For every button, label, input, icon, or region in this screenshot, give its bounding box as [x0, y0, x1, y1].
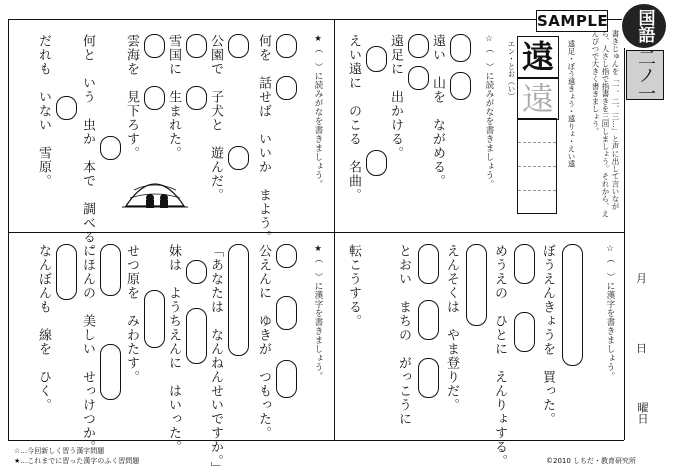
write1-sentence-5: 転こうする。 — [346, 244, 361, 328]
answer-box[interactable] — [514, 312, 535, 352]
answer-box[interactable] — [276, 34, 297, 58]
read2-sentence-5: 何と いう 虫か 本で 調べる。 — [80, 34, 95, 258]
answer-box[interactable] — [450, 72, 471, 100]
writing-grid — [517, 118, 557, 214]
answer-box[interactable] — [186, 308, 207, 364]
instructions-text: 書きじゅんを「一、二、三…」と声に出して言いながら、人さし指で指書きを三回しましょう。それから、えんぴつで大きく書きましょう。 — [591, 30, 620, 218]
answer-box[interactable] — [408, 34, 429, 58]
day-label: 日 — [636, 342, 647, 355]
answer-box[interactable] — [100, 344, 121, 400]
answer-box[interactable] — [466, 244, 487, 326]
answer-box[interactable] — [100, 136, 121, 160]
unit-label: 二ノ一 — [626, 50, 664, 100]
copyright: ©2010 しちだ・教育研究所 — [546, 457, 637, 465]
write2-sentence-5: にほんの 美しい せっけつか。 — [80, 244, 95, 454]
write1-sentence-1: ぼうえんきょうを 買った。 — [540, 244, 555, 426]
answer-box[interactable] — [276, 76, 297, 100]
kanji-reading: エン・とお（い） — [507, 40, 516, 100]
read1-sentence-1: 遠い 山を ながめる。 — [430, 34, 445, 188]
answer-box[interactable] — [276, 244, 297, 268]
middle-divider — [8, 232, 624, 233]
answer-box[interactable] — [144, 86, 165, 110]
write1-sentence-3: えんそくは やま登りだ。 — [444, 244, 459, 412]
answer-box[interactable] — [418, 244, 439, 284]
right-border — [624, 48, 625, 440]
write1-sentence-2: めうえの ひとに えんりょする。 — [492, 244, 507, 468]
weekday-label: 曜日 — [636, 402, 649, 424]
write1-instruction: ☆（ ）に漢字を書きましょう。 — [605, 244, 615, 381]
answer-box[interactable] — [276, 296, 297, 330]
answer-box[interactable] — [228, 34, 249, 58]
answer-box[interactable] — [56, 96, 77, 120]
igloo-illustration — [120, 160, 190, 214]
write2-sentence-4: せつ原を みわたす。 — [124, 244, 139, 384]
write2-instruction: ★（ ）に漢字を書きましょう。 — [313, 244, 323, 381]
read2-sentence-1: 何を 話せば いいか まよう。 — [256, 34, 271, 244]
sample-label: SAMPLE — [537, 12, 609, 30]
answer-box[interactable] — [514, 244, 535, 284]
answer-box[interactable] — [418, 300, 439, 340]
answer-box[interactable] — [186, 86, 207, 110]
kanji-compounds: 遠足・ぼう遠きょう・遠りょ・えい遠 — [567, 40, 576, 168]
answer-box[interactable] — [366, 150, 387, 176]
answer-box[interactable] — [408, 66, 429, 90]
top-border-right — [606, 19, 622, 20]
subject-badge: 国語 — [622, 4, 666, 48]
answer-box[interactable] — [450, 34, 471, 62]
write1-sentence-4: とおい まちの がっこうに — [396, 244, 411, 426]
top-border — [8, 19, 536, 20]
footer-note-review: ★…これまでに習った漢字のふく習問題 — [14, 457, 140, 465]
write2-sentence-3: 妹は ようちえんに はいった。 — [166, 244, 181, 454]
write2-sentence-1: 公えんに ゆきが つもった。 — [256, 244, 271, 440]
read2-sentence-6: だれも いない 雪原。 — [36, 34, 51, 188]
answer-box[interactable] — [100, 244, 121, 296]
footer-note-new: ☆…今回新しく習う漢字問題 — [14, 447, 105, 455]
answer-box[interactable] — [228, 244, 249, 356]
month-label: 月 — [636, 272, 647, 285]
answer-box[interactable] — [186, 34, 207, 58]
answer-box[interactable] — [366, 46, 387, 72]
read2-instruction: ★（ ）に読みがなを書きましょう。 — [313, 34, 323, 189]
read2-sentence-3: 雪国に 生まれた。 — [166, 34, 181, 160]
answer-box[interactable] — [276, 360, 297, 398]
answer-box[interactable] — [144, 290, 165, 348]
read2-sentence-4: 雲海を 見下ろす。 — [124, 34, 139, 160]
bottom-border — [8, 440, 624, 441]
read1-sentence-3: えい遠に のこる 名曲。 — [346, 34, 361, 202]
kanji-trace: 遠 — [517, 78, 559, 120]
read1-instruction: ☆（ ）に読みがなを書きましょう。 — [484, 34, 494, 189]
center-divider — [334, 19, 335, 440]
write2-sentence-2: 「あなたは なんねんせいですか。」 — [208, 244, 223, 476]
write2-sentence-6: なんぼんも 線を ひく。 — [36, 244, 51, 412]
kanji-model: 遠 — [517, 36, 559, 78]
read2-sentence-2: 公園で 子犬と 遊んだ。 — [208, 34, 223, 202]
answer-box[interactable] — [562, 244, 583, 366]
read1-sentence-2: 遠足に 出かける。 — [388, 34, 403, 160]
left-border — [8, 19, 9, 440]
answer-box[interactable] — [228, 146, 249, 170]
answer-box[interactable] — [56, 244, 77, 300]
answer-box[interactable] — [144, 34, 165, 58]
answer-box[interactable] — [186, 260, 207, 284]
answer-box[interactable] — [418, 358, 439, 398]
